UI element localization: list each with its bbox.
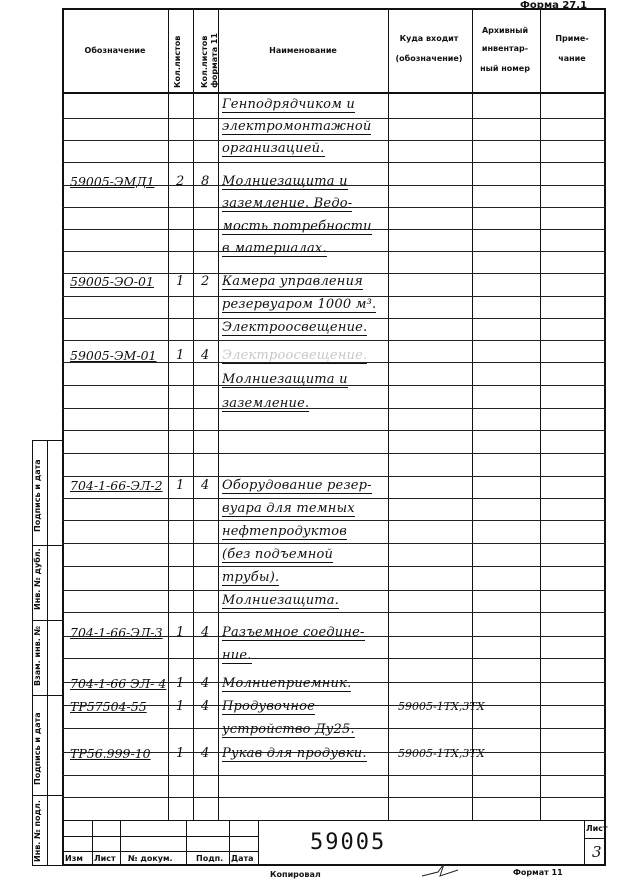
- row-divider: [62, 520, 606, 521]
- row-name: Оборудование резер-: [222, 478, 372, 493]
- col-line-4: [388, 8, 389, 820]
- row-divider: [62, 612, 606, 613]
- header-sheets-count: Кол.листов: [173, 35, 182, 88]
- title-block-v-list: [120, 820, 121, 866]
- row-name: Молниезащита.: [222, 593, 340, 608]
- header-note-2: чание: [558, 54, 586, 63]
- row-name: в материалах.: [222, 241, 327, 256]
- row-designation: 59005-ЭО-01: [70, 274, 154, 289]
- row-divider: [62, 340, 606, 341]
- row-sheets: 1: [176, 478, 185, 493]
- binding-column-divider: [47, 440, 48, 866]
- row-name: электромонтажной: [222, 119, 372, 134]
- title-block-v-sheet: [584, 820, 585, 866]
- side-label-inv-dup: Инв. № дубл.: [33, 548, 42, 610]
- row-designation: 704-1-66 ЭЛ- 4: [70, 676, 167, 691]
- row-name: Молниезащита и: [222, 372, 348, 387]
- col-line-6: [540, 8, 541, 820]
- binding-sep-1: [32, 545, 62, 546]
- title-block-sheet-line: [584, 838, 606, 839]
- row-part-of: 59005-1ТХ,3ТХ: [398, 700, 485, 713]
- row-divider: [62, 590, 606, 591]
- row-name: устройство Ду25.: [222, 722, 355, 737]
- col-line-3: [218, 8, 219, 820]
- row-format: 4: [201, 746, 210, 761]
- row-sheets: 1: [176, 274, 185, 289]
- header-designation: Обозначение: [84, 46, 146, 55]
- row-format: 8: [201, 174, 210, 189]
- row-format: 4: [201, 348, 210, 363]
- row-name: заземление.: [222, 396, 310, 411]
- row-divider: [62, 251, 606, 252]
- side-label-replace-inv: Взам. инв. №: [33, 625, 42, 686]
- tb-label-date: Дата: [231, 854, 254, 863]
- side-label-sign-date-top: Подпись и дата: [33, 459, 42, 532]
- tb-label-doc-no: № докум.: [128, 854, 173, 863]
- side-label-sign-date-bottom: Подпись и дата: [33, 712, 42, 785]
- row-name: Генподрядчиком и: [222, 97, 356, 112]
- row-divider: [62, 453, 606, 454]
- header-archive-2: инвентар-: [481, 44, 529, 53]
- row-designation: ТР56.999-10: [70, 746, 151, 761]
- header-note-1: Приме-: [555, 34, 589, 43]
- row-designation: ТР57504-55: [70, 699, 147, 714]
- row-part-of: 59005-1ТХ,3ТХ: [398, 747, 485, 760]
- title-block-v-sign: [229, 820, 230, 866]
- row-designation: 59005-ЭМД1: [70, 174, 155, 189]
- binding-sep-2: [32, 620, 62, 621]
- title-block-v-date: [258, 820, 259, 866]
- row-name: Молниеприемник.: [222, 676, 352, 691]
- row-sheets: 1: [176, 699, 185, 714]
- row-name: Рукав для продувки.: [222, 746, 367, 761]
- binding-sep-4: [32, 795, 62, 796]
- row-name: вуара для темных: [222, 501, 355, 516]
- header-part-of-1: Куда входит: [399, 34, 459, 43]
- document-code: 59005: [310, 830, 387, 855]
- title-block-v-doc: [186, 820, 187, 866]
- form-label: Форма 27.1: [520, 0, 588, 11]
- row-name: заземление. Ведо-: [222, 196, 353, 211]
- row-format: 4: [201, 676, 210, 691]
- row-divider: [62, 140, 606, 141]
- tb-label-list: Лист: [94, 854, 116, 863]
- row-name: Продувочное: [222, 699, 316, 714]
- row-sheets: 1: [176, 348, 185, 363]
- col-line-1: [168, 8, 169, 820]
- row-name: резервуаром 1000 м³.: [222, 297, 377, 312]
- row-divider: [62, 476, 606, 477]
- row-name: Молниезащита и: [222, 174, 348, 189]
- row-format: 4: [201, 699, 210, 714]
- row-format: 4: [201, 478, 210, 493]
- tb-label-sign: Подп.: [196, 854, 224, 863]
- tb-sheet-label: Лист: [586, 824, 608, 833]
- tb-sheet-number: 3: [592, 843, 602, 861]
- row-name: Разъемное соедине-: [222, 625, 365, 640]
- row-divider: [62, 430, 606, 431]
- col-line-5: [472, 8, 473, 820]
- row-divider: [62, 498, 606, 499]
- row-name: (без подъемной: [222, 547, 334, 562]
- row-divider: [62, 543, 606, 544]
- row-sheets: 2: [176, 174, 185, 189]
- row-name: нефтепродуктов: [222, 524, 348, 539]
- row-name: трубы).: [222, 570, 280, 585]
- row-designation: 704-1-66-ЭЛ-3: [70, 625, 163, 640]
- row-divider: [62, 408, 606, 409]
- row-divider: [62, 775, 606, 776]
- tb-copied: Копировал: [270, 870, 321, 879]
- row-format: 2: [201, 274, 210, 289]
- signature-mark: [420, 862, 460, 880]
- row-divider: [62, 162, 606, 163]
- row-name: мость потребности: [222, 219, 372, 234]
- title-block-top-line: [62, 820, 606, 821]
- row-divider: [62, 318, 606, 319]
- row-format: 4: [201, 625, 210, 640]
- row-divider: [62, 566, 606, 567]
- row-designation: 59005-ЭМ-01: [70, 348, 157, 363]
- row-sheets: 1: [176, 676, 185, 691]
- header-name: Наименование: [269, 46, 337, 55]
- tb-label-izm: Изм: [65, 854, 83, 863]
- header-archive-3: ный номер: [480, 64, 530, 73]
- side-label-inv-orig: Инв. № подл.: [33, 800, 42, 862]
- header-part-of-2: (обозначение): [395, 54, 463, 63]
- row-sheets: 1: [176, 625, 185, 640]
- header-format-count: Кол.листов формата 11: [200, 32, 219, 88]
- col-line-2: [193, 8, 194, 820]
- header-archive-1: Архивный: [481, 26, 529, 35]
- row-sheets: 1: [176, 746, 185, 761]
- row-name: Электроосвещение.: [222, 348, 368, 363]
- row-name: Камера управления: [222, 274, 363, 289]
- row-name: Электроосвещение.: [222, 320, 368, 335]
- row-designation: 704-1-66-ЭЛ-2: [70, 478, 163, 493]
- row-divider: [62, 658, 606, 659]
- header-bottom-line: [62, 92, 606, 94]
- row-name: ние.: [222, 648, 252, 663]
- row-divider: [62, 797, 606, 798]
- tb-format: Формат 11: [513, 868, 563, 877]
- title-block-v-izm: [92, 820, 93, 866]
- row-name: организацией.: [222, 141, 325, 156]
- binding-sep-3: [32, 695, 62, 696]
